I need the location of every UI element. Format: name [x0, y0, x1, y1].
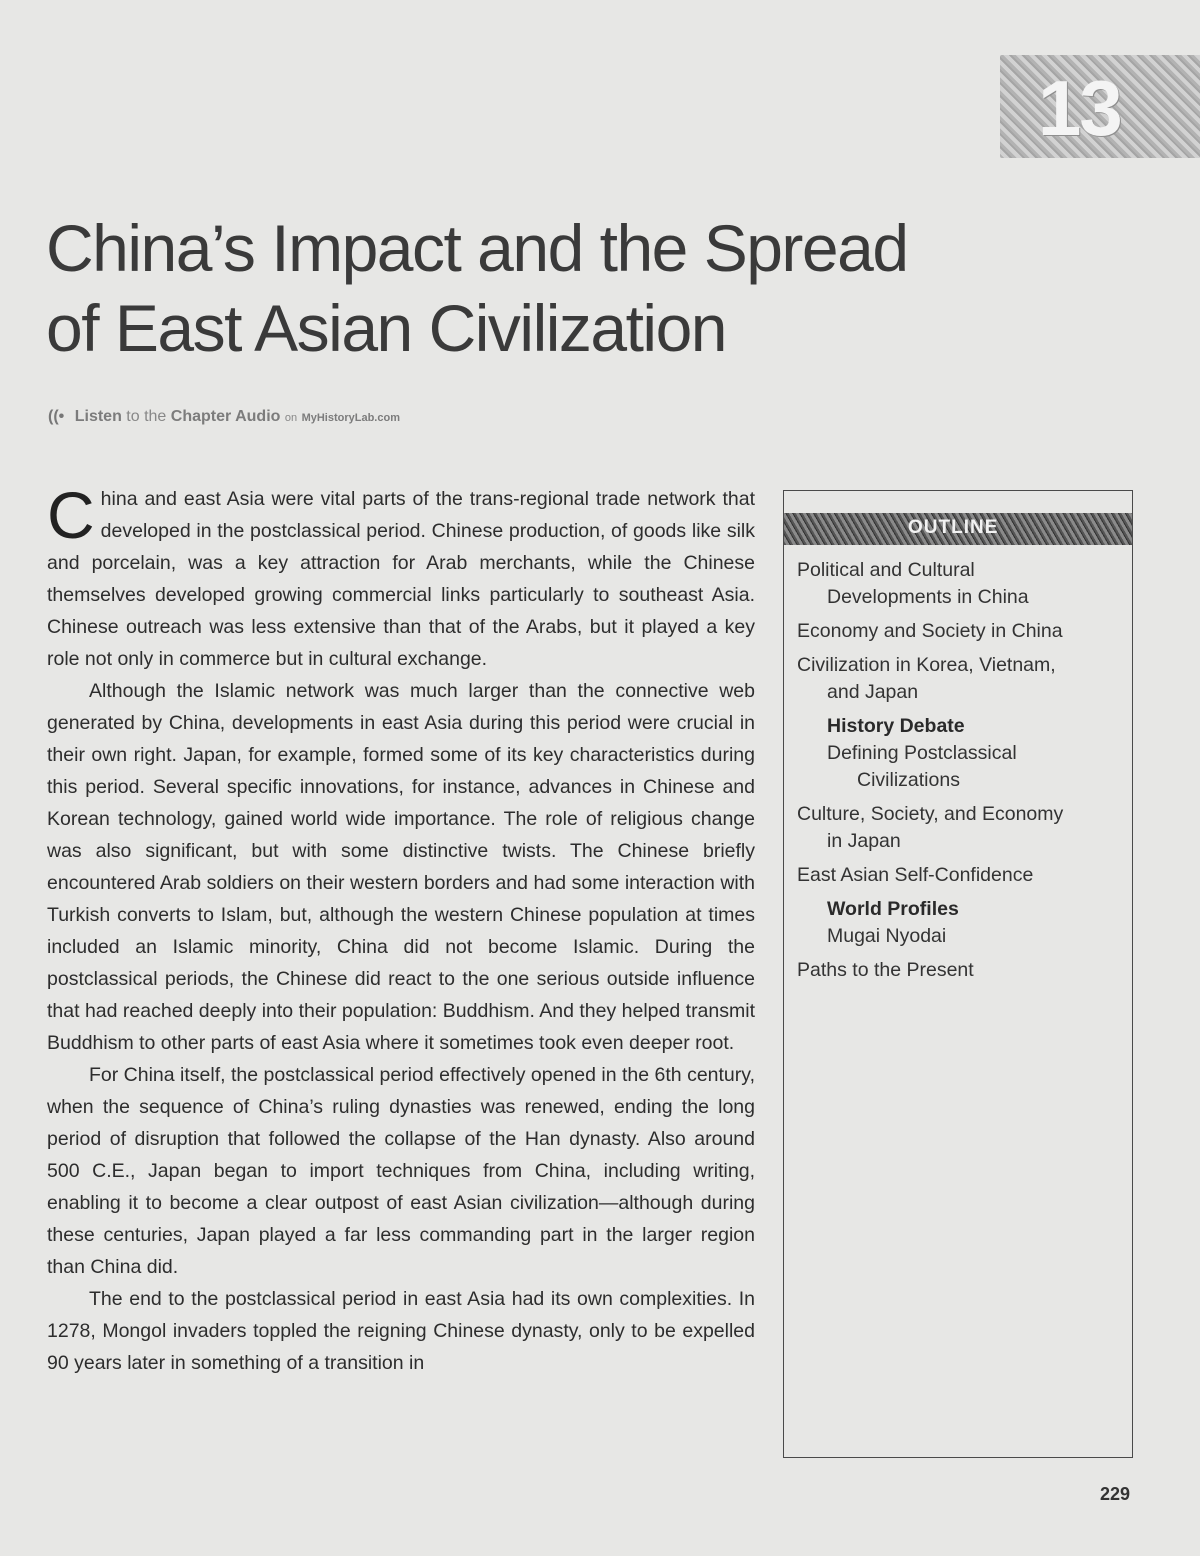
audio-chapter-audio: Chapter Audio [170, 408, 281, 425]
outline-item-text: Civilization in Korea, Vietnam, [797, 654, 1056, 676]
chapter-title [46, 208, 1006, 368]
paragraph-1 [47, 478, 755, 675]
outline-item-paths[interactable] [797, 957, 1127, 984]
outline-item-culture[interactable] [797, 801, 1127, 855]
audio-listen-word: Listen [74, 408, 122, 425]
paragraph-1-text: hina and east Asia were vital parts of the trans-regional trade network that developed in the postclassical period. Chinese production, of goods like silk and porcelain, was a key attraction for Arab merchants, while the Chinese themselves developed growing commercial links particularly to southeast Asia. Chinese outreach was less extensive than that of the Arabs, but it played a key role not only in commerce but in cultural exchange. [47, 488, 755, 670]
outline-header [784, 513, 1132, 545]
outline-item-text: Economy and Society in China [797, 620, 1063, 642]
speaker-icon: ((• [48, 408, 65, 425]
chapter-title-line-1: China’s Impact and the Spread [46, 211, 908, 285]
drop-cap: C [47, 478, 95, 552]
outline-list [797, 557, 1127, 991]
outline-item-civilization[interactable] [797, 652, 1127, 706]
paragraph-3: For China itself, the postclassical period effectively opened in the 6th century, when the sequence of China’s ruling dynasties was renewed, ending the long period of disruption that followed the collapse of the Han dynasty. Also around 500 C.E., Japan began to import techniques from China, including writing, enabling it to become a clear outpost of east Asian civilization—although during these centuries, Japan played a far less commanding part in the larger region than China did. [47, 1064, 755, 1278]
outline-item-economy[interactable] [797, 618, 1127, 645]
outline-heading: OUTLINE [908, 517, 999, 538]
outline-feature-label: World Profiles [827, 898, 959, 920]
outline-item-text: in Japan [827, 830, 901, 852]
page-number: 229 [1100, 1484, 1131, 1504]
chapter-number-badge [1000, 55, 1200, 158]
outline-item-self-confidence[interactable] [797, 862, 1127, 889]
chapter-audio-link[interactable] [48, 408, 400, 426]
paragraph-4: The end to the postclassical period in east Asia had its own complexities. In 1278, Mongol invaders toppled the reigning Chinese dynasty, only to be expelled 90 years later in something of a transition in [47, 1288, 755, 1374]
chapter-number: 13 [1038, 64, 1121, 152]
outline-item-text: Culture, Society, and Economy [797, 803, 1064, 825]
outline-item-text: East Asian Self-Confidence [797, 864, 1034, 886]
outline-item-text: Defining Postclassical [827, 742, 1017, 764]
chapter-outline-box [783, 490, 1133, 1458]
outline-feature-label: History Debate [827, 715, 965, 737]
outline-item-text: Political and Cultural [797, 559, 975, 581]
outline-item-world-profiles[interactable] [797, 896, 1127, 950]
outline-item-text: Civilizations [857, 769, 960, 791]
outline-item-history-debate[interactable] [797, 713, 1127, 794]
outline-item-text: Mugai Nyodai [827, 925, 947, 947]
outline-item-text: Developments in China [827, 586, 1029, 608]
audio-site: MyHistoryLab.com [301, 412, 400, 424]
audio-to-the: to the [126, 408, 167, 425]
outline-item-text: Paths to the Present [797, 959, 974, 981]
audio-on: on [284, 412, 298, 424]
chapter-intro-text [47, 478, 755, 1379]
paragraph-2: Although the Islamic network was much larger than the connective web generated by China, developments in east Asia during this period were crucial in their own right. Japan, for example, formed some of its key characteristics during this period. Several specific innovations, for instance, advances in Chinese and Korean technology, gained world wide importance. The role of religious change was also significant, but with some distinctive twists. The Chinese briefly encountered Arab soldiers on their western borders and had some interaction with Turkish converts to Islam, but, although the western Chinese population at times included an Islamic minority, China did not become Islamic. During the postclassical periods, the Chinese did react to the one serious outside influence that had reached deeply into their population: Buddhism. And they helped transmit Buddhism to other parts of east Asia where it sometimes took even deeper root. [47, 680, 755, 1054]
outline-item-political[interactable] [797, 557, 1127, 611]
outline-item-text: and Japan [827, 681, 919, 703]
chapter-title-line-2: of East Asian Civilization [46, 291, 727, 365]
